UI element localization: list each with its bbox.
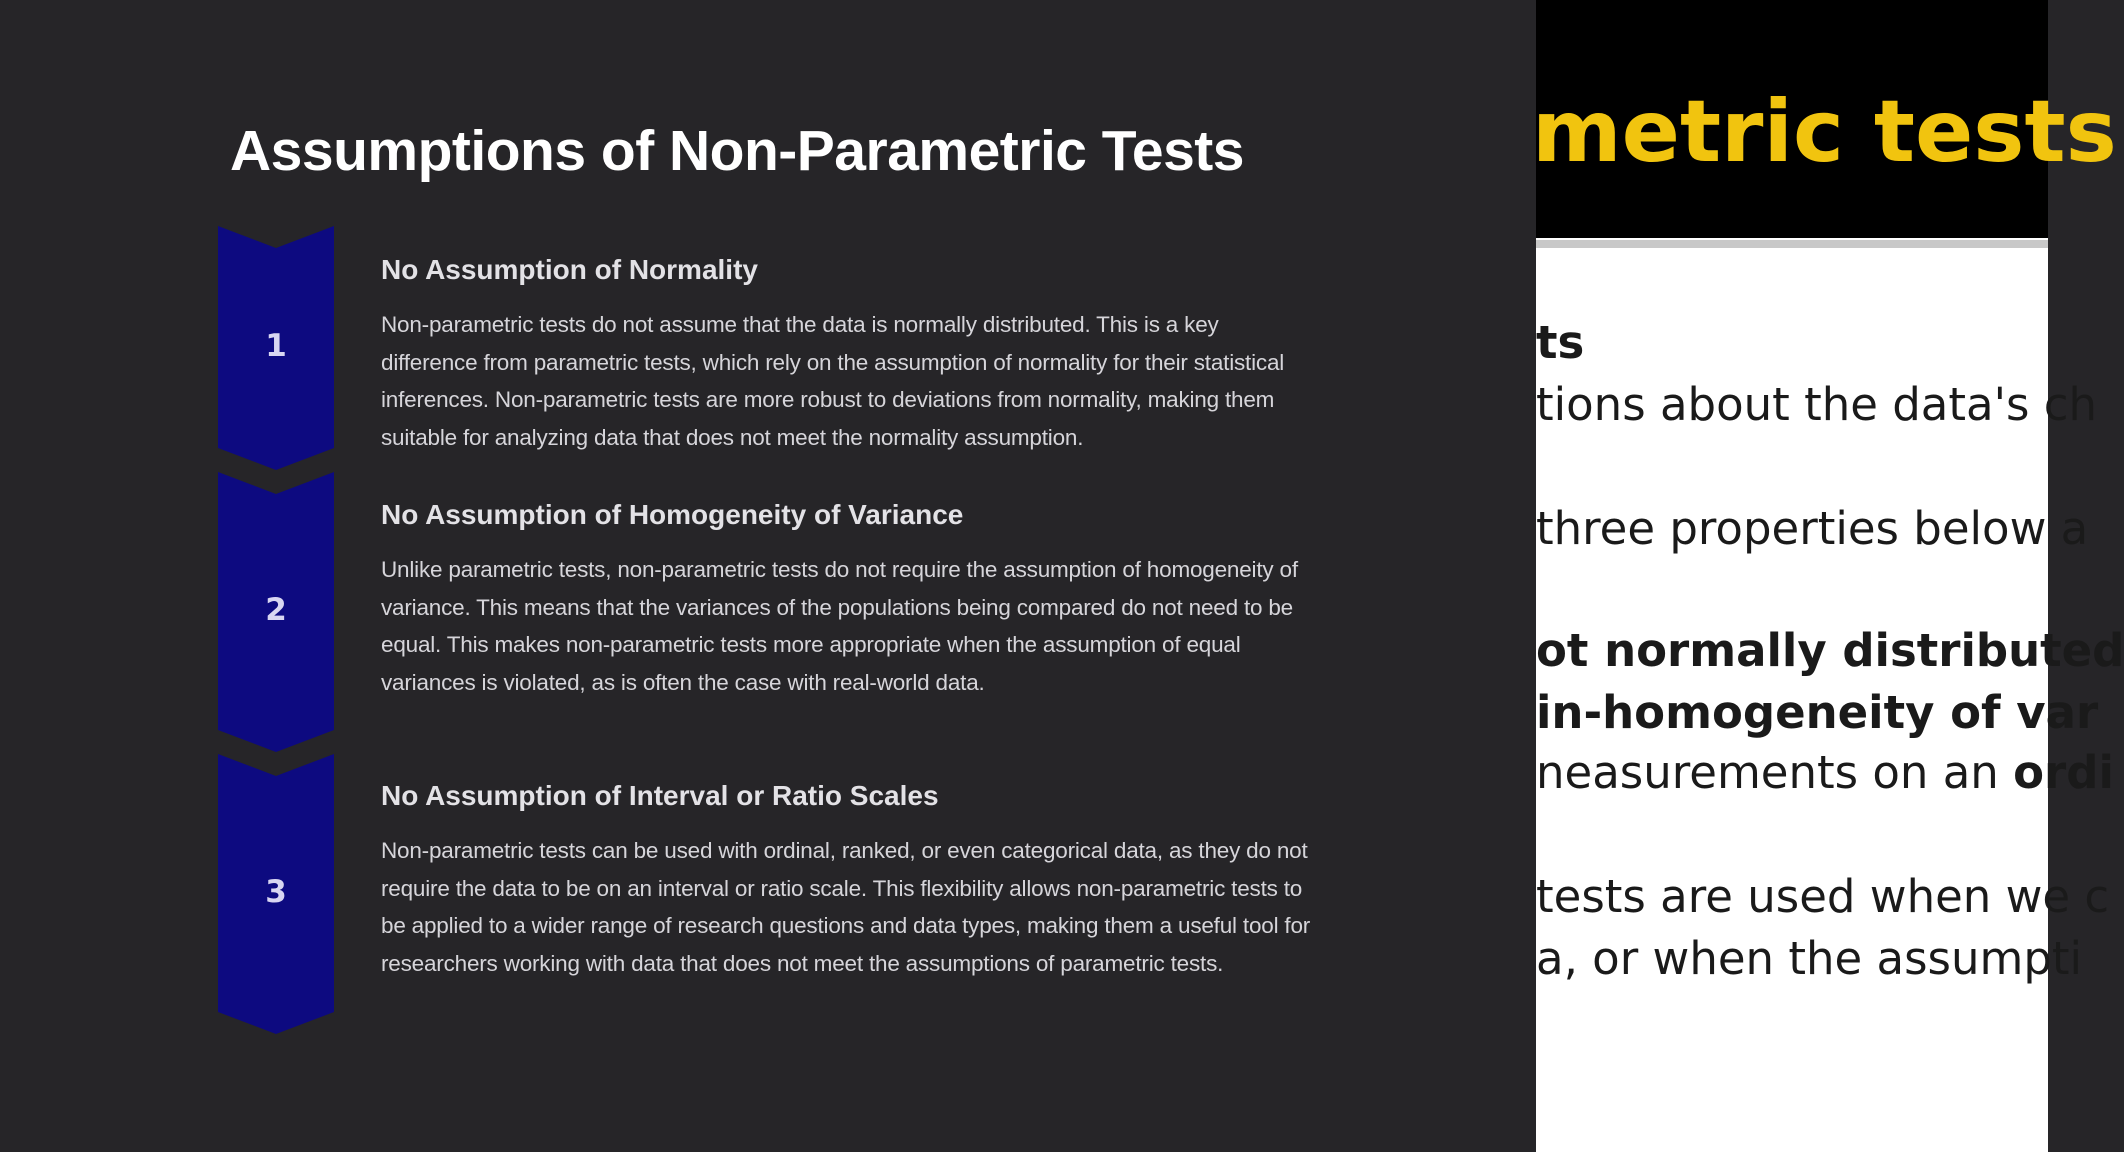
side-image-divider: [1536, 240, 2048, 248]
step-2-heading: No Assumption of Homogeneity of Variance: [381, 499, 964, 530]
side-line-bold-text: ordi: [2013, 746, 2114, 799]
step-2-description: Unlike parametric tests, non-parametric tests do not require the assumption of homogeneity of variance. This means that the variances of the populations being compared do not need to be equal. This makes non-parametric tests more appropriate when the assumption of equal variances is violated, as is often the case with real-world data.: [381, 557, 1298, 695]
step-2-number: 2: [265, 592, 287, 628]
step-3-heading: No Assumption of Interval or Ratio Scales: [381, 780, 939, 811]
side-line: a, or when the assumpti: [1536, 932, 2083, 985]
side-line: ts: [1536, 316, 1585, 369]
side-image-header: [1532, 0, 2117, 238]
step-3-number: 3: [265, 874, 287, 910]
side-image-title: metric tests: [1532, 82, 2117, 182]
side-line: in-homogeneity of var: [1536, 686, 2099, 739]
step-1-description: Non-parametric tests do not assume that the data is normally distributed. This is a key difference from parametric tests, which rely on the assumption of normality for their statistical inferences. Non-parametric tests are more robust to deviations from normality, making them suitable for analyzing data that does not meet the normality assumption.: [381, 312, 1285, 450]
side-line: [1536, 746, 2114, 799]
slide-title: Assumptions of Non-Parametric Tests: [230, 119, 1244, 183]
side-line: tests are used when we c: [1536, 870, 2110, 923]
step-1-number: 1: [265, 328, 287, 364]
side-line: ot normally distributed: [1536, 624, 2124, 677]
step-1-heading: No Assumption of Normality: [381, 254, 758, 285]
side-slide-image: [1532, 0, 2124, 1152]
step-3-description: Non-parametric tests can be used with ordinal, ranked, or even categorical data, as they do not require the data to be on an interval or ratio scale. This flexibility allows non-parametric tests to be applied to a wider range of research questions and data types, making them a useful tool for researchers working with data that does not meet the assumptions of parametric tests.: [381, 838, 1311, 976]
side-line-text: neasurements on an: [1536, 746, 2014, 799]
side-line: three properties below a: [1536, 502, 2089, 555]
side-line: tions about the data's ch: [1536, 378, 2097, 431]
